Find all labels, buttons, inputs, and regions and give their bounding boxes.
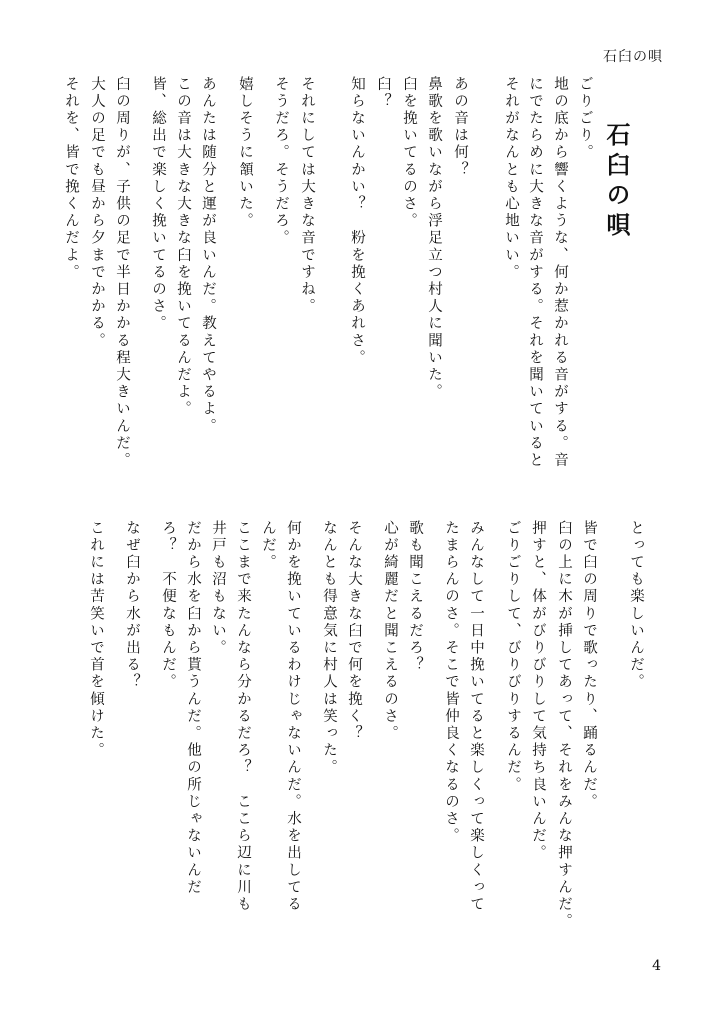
text-column: 何かを挽いているわけじゃないんだ。水を出してる: [285, 520, 301, 914]
text-column: 皆で臼の周りで歌ったり、踊るんだ。: [581, 520, 597, 811]
text-column: 臼の周りが、子供の足で半日かかる程大きいんだ。: [114, 76, 130, 470]
text-column: みんなして一日中挽いてると楽しくって楽しくって: [468, 520, 484, 914]
text-column: 押すと、体がびりびりして気持ち良いんだ。: [530, 520, 546, 862]
text-column: んだ。: [260, 520, 276, 572]
text-column: なぜ臼から水が出る？: [124, 520, 140, 691]
text-column: あんたは随分と運が良いんだ。教えてやるよ。: [200, 76, 216, 436]
text-column: あの音は何？: [452, 76, 468, 179]
text-column: なんとも得意気に村人は笑った。: [321, 520, 337, 777]
text-column: 心が綺麗だと聞こえるのさ。: [382, 520, 398, 743]
text-column: そんな大きな臼で何を挽く？: [346, 520, 362, 743]
text-column: 地の底から響くような、何か惹かれる音がする。音: [552, 76, 568, 470]
text-column: そうだろ。そうだろ。: [273, 76, 289, 247]
text-column: とっても楽しいんだ。: [628, 520, 644, 691]
text-column: ごりごりして、びりびりするんだ。: [505, 520, 521, 794]
text-column: 皆、総出で楽しく挽いてるのさ。: [150, 76, 166, 333]
text-column: この音は大きな大きな臼を挽いてるんだよ。: [175, 76, 191, 418]
text-column: 臼を挽いてるのさ。: [401, 76, 417, 230]
text-column: にでたらめに大きな音がする。それを聞いていると: [527, 76, 543, 470]
text-column: 井戸も沼もない。: [210, 520, 226, 657]
text-column: これには苦笑いで首を傾けた。: [88, 520, 104, 760]
text-column: それがなんとも心地いい。: [503, 76, 519, 282]
text-column: 知らないんかい？ 粉を挽くあれさ。: [349, 76, 365, 367]
text-column: ろ？ 不便なもんだ。: [160, 520, 176, 691]
running-header: 石臼の唄: [603, 49, 663, 65]
text-column: ここまで来たんなら分かるだろ？ ここら辺に川も: [235, 520, 251, 914]
page-number: 4: [652, 958, 661, 974]
text-column: 大人の足でも昼から夕までかかる。: [89, 76, 105, 350]
text-column: それを、皆で挽くんだよ。: [63, 76, 79, 282]
text-column: 鼻歌を歌いながら浮足立つ村人に聞いた。: [426, 76, 442, 401]
text-column: 歌も聞こえるだろ？: [407, 520, 423, 674]
chapter-title: 石臼の唄: [602, 122, 631, 242]
text-column: 臼？: [375, 76, 391, 111]
text-column: ごりごり。: [577, 76, 593, 162]
text-column: だから水を臼から貰うんだ。他の所じゃないんだ: [185, 520, 201, 897]
text-column: 臼の上に木が挿してあって、それをみんな押すんだ。: [556, 520, 572, 931]
text-column: それにしては大きな音ですね。: [299, 76, 315, 316]
text-column: 嬉しそうに頷いた。: [237, 76, 253, 230]
text-column: たまらんのさ。そこで皆仲良くなるのさ。: [443, 520, 459, 845]
